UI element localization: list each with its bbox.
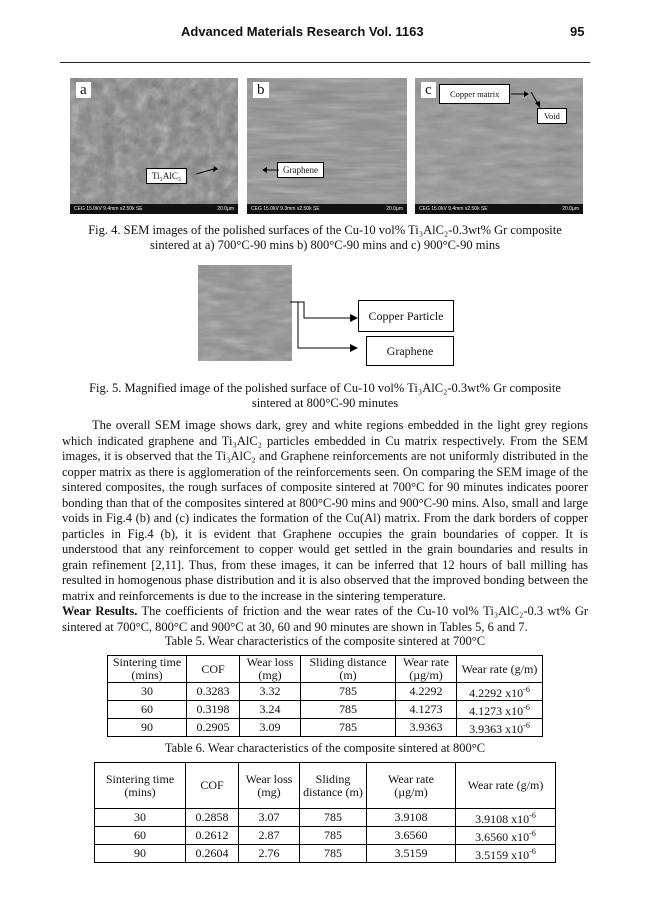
table-cell: 4.1273	[396, 701, 457, 719]
table-cell: 3.07	[239, 809, 300, 827]
fig4-caption	[60, 223, 590, 253]
journal-header: Advanced Materials Research Vol. 1163	[181, 24, 424, 39]
callout-ti3alc3: Ti₃AlC₃	[146, 168, 187, 184]
sem-image-b	[247, 78, 407, 214]
panel-label-c: c	[421, 82, 436, 98]
table-cell: 90	[108, 719, 187, 737]
scale-info-a: CEG 15.0kV 9.4mm x2.50k SE	[74, 206, 143, 212]
table-cell: 785	[300, 827, 367, 845]
table-cell: 785	[301, 719, 396, 737]
table5-header-row	[108, 656, 543, 683]
table6-col-wear-rate-ug: Wear rate (µg/m)	[367, 763, 456, 809]
table-row	[95, 809, 556, 827]
table6-caption: Table 6. Wear characteristics of the composite sintered at 800°C	[164, 741, 486, 755]
page-number: 95	[570, 24, 585, 39]
wear-rate-exponent: -6	[529, 811, 536, 820]
table-cell	[457, 719, 543, 737]
table-cell: 2.76	[239, 845, 300, 863]
header-rule	[60, 62, 590, 63]
table-cell: 0.2858	[186, 809, 239, 827]
table-cell: 0.2612	[186, 827, 239, 845]
table-cell	[457, 701, 543, 719]
table-cell: 3.9108	[367, 809, 456, 827]
table-row	[108, 719, 543, 737]
table6-col-sliding-distance: Sliding distance (m)	[300, 763, 367, 809]
table-cell	[456, 845, 556, 863]
table6-col-wear-rate-g: Wear rate (g/m)	[456, 763, 556, 809]
fig4-caption-line2: sintered at a) 700°C-90 mins b) 800°C-90 mins and c) 900°C-90 mins	[149, 238, 501, 252]
scale-bar-b: 20.0µm	[386, 206, 403, 212]
table6	[94, 762, 556, 863]
callout-graphene: Graphene	[277, 162, 324, 178]
table6-header-row	[95, 763, 556, 809]
table-cell: 785	[301, 701, 396, 719]
wear-rate-mantissa: 4.2292 x10	[469, 686, 524, 700]
table5-col-wear-loss: Wear loss (mg)	[240, 656, 301, 683]
table-cell: 0.3198	[187, 701, 240, 719]
table-cell: 785	[300, 845, 367, 863]
table-cell: 3.09	[240, 719, 301, 737]
table-cell: 2.87	[239, 827, 300, 845]
table-cell: 60	[95, 827, 186, 845]
table5-caption: Table 5. Wear characteristics of the composite sintered at 700°C	[164, 634, 486, 648]
fig5-caption	[60, 381, 590, 411]
table-cell: 0.2905	[187, 719, 240, 737]
table-row	[95, 827, 556, 845]
sem-image-c	[415, 78, 583, 214]
wear-rate-exponent: -6	[523, 703, 530, 712]
table-row	[108, 683, 543, 701]
table-cell: 0.3283	[187, 683, 240, 701]
table6-col-sintering-time: Sintering time (mins)	[95, 763, 186, 809]
sem-image-a	[70, 78, 238, 214]
wear-rate-mantissa: 3.9108 x10	[475, 812, 530, 826]
table-cell: 4.2292	[396, 683, 457, 701]
table-cell: 785	[301, 683, 396, 701]
wear-rate-exponent: -6	[523, 721, 530, 730]
fig5-leader-lines	[290, 300, 362, 354]
scale-info-b: CEG 15.0kV 9.3mm x2.50k SE	[251, 206, 320, 212]
label-graphene: Graphene	[366, 336, 454, 366]
table-cell: 30	[108, 683, 187, 701]
table-cell: 3.5159	[367, 845, 456, 863]
table5-col-wear-rate-g: Wear rate (g/m)	[457, 656, 543, 683]
table-cell: 3.24	[240, 701, 301, 719]
wear-rate-mantissa: 4.1273 x10	[469, 704, 524, 718]
table-cell: 60	[108, 701, 187, 719]
wear-rate-exponent: -6	[529, 829, 536, 838]
panel-label-b: b	[253, 82, 269, 98]
wear-rate-mantissa: 3.9363 x10	[469, 722, 524, 736]
table5-col-cof: COF	[187, 656, 240, 683]
table-cell	[457, 683, 543, 701]
table-cell	[456, 809, 556, 827]
paragraph-sem: The overall SEM image shows dark, grey and white regions embedded in the light grey regions which indicated graphene and Ti₃AlC₂ particles embedded in Cu matrix respectively. From the SEM images, it is observed that the Ti₃AlC₂ and Graphene reinforcements are not uniformly distributed in the copper matrix as there is agglomeration of the reinforcements seen. On comparing the SEM image of the sintered composites, the rough surfaces of composite sintered at 700°C for 90 minutes indicates poorer bonding than that of the composites sintered at 800°C-90 mins and 900°C-90 mins. Also, small and large voids in Fig.4 (b) and (c) indicates the formation of the Cu(Al) matrix. From the dark borders of copper particles in Fig.4 (b), it is evident that Graphene occupies the grain boundaries of copper. It is understood that any reinforcement to copper would get settled in the grain boundaries and results in grain refinement [2,11]. Thus, from these images, it can be inferred that 12 hours of ball milling has resulted in homogenous phase distribution and it is also observed that the improved bonding between the matrix and reinforcements is due to the increase in the sintering temperature.	[62, 418, 588, 603]
wear-rate-mantissa: 3.6560 x10	[475, 830, 530, 844]
table5-col-sintering-time: Sintering time (mins)	[108, 656, 187, 683]
fig4-caption-line1: Fig. 4. SEM images of the polished surfaces of the Cu-10 vol% Ti₃AlC₂-0.3wt% Gr composite	[88, 223, 562, 237]
table-cell: 785	[300, 809, 367, 827]
table6-col-cof: COF	[186, 763, 239, 809]
table-cell: 0.2604	[186, 845, 239, 863]
table5-col-wear-rate-ug: Wear rate (µg/m)	[396, 656, 457, 683]
scale-info-c: CEG 15.0kV 9.4mm x2.50k SE	[419, 206, 488, 212]
table5	[107, 655, 543, 737]
callout-void: Void	[537, 108, 567, 124]
paragraph-wear	[62, 604, 588, 635]
scale-bar-a: 20.0µm	[217, 206, 234, 212]
fig5-caption-line1: Fig. 5. Magnified image of the polished surface of Cu-10 vol% Ti₃AlC₂-0.3wt% Gr composite	[89, 381, 561, 395]
table6-col-wear-loss: Wear loss (mg)	[239, 763, 300, 809]
sem-image-fig5	[198, 265, 292, 361]
wear-text: The coefficients of friction and the wear rates of the Cu-10 vol% Ti₃AlC₂-0.3 wt% Gr sintered at 700°C, 800°C and 900°C at 30, 60 and 90 minutes are shown in Tables 5, 6 and 7.	[62, 604, 589, 634]
wear-rate-mantissa: 3.5159 x10	[475, 848, 530, 862]
body-text	[62, 418, 588, 635]
table-cell: 3.6560	[367, 827, 456, 845]
table-cell	[456, 827, 556, 845]
callout-copper-matrix: Copper matrix	[439, 84, 510, 104]
scale-bar-c: 20.0µm	[562, 206, 579, 212]
table5-col-sliding-distance: Sliding distance (m)	[301, 656, 396, 683]
fig5-caption-line2: sintered at 800°C-90 minutes	[251, 396, 399, 410]
panel-label-a: a	[76, 82, 91, 98]
table-cell: 90	[95, 845, 186, 863]
label-copper-particle: Copper Particle	[358, 300, 454, 332]
wear-rate-exponent: -6	[529, 847, 536, 856]
table-cell: 30	[95, 809, 186, 827]
table-cell: 3.9363	[396, 719, 457, 737]
wear-rate-exponent: -6	[523, 685, 530, 694]
table-row	[108, 701, 543, 719]
wear-heading: Wear Results.	[62, 604, 138, 618]
table-row	[95, 845, 556, 863]
table-cell: 3.32	[240, 683, 301, 701]
